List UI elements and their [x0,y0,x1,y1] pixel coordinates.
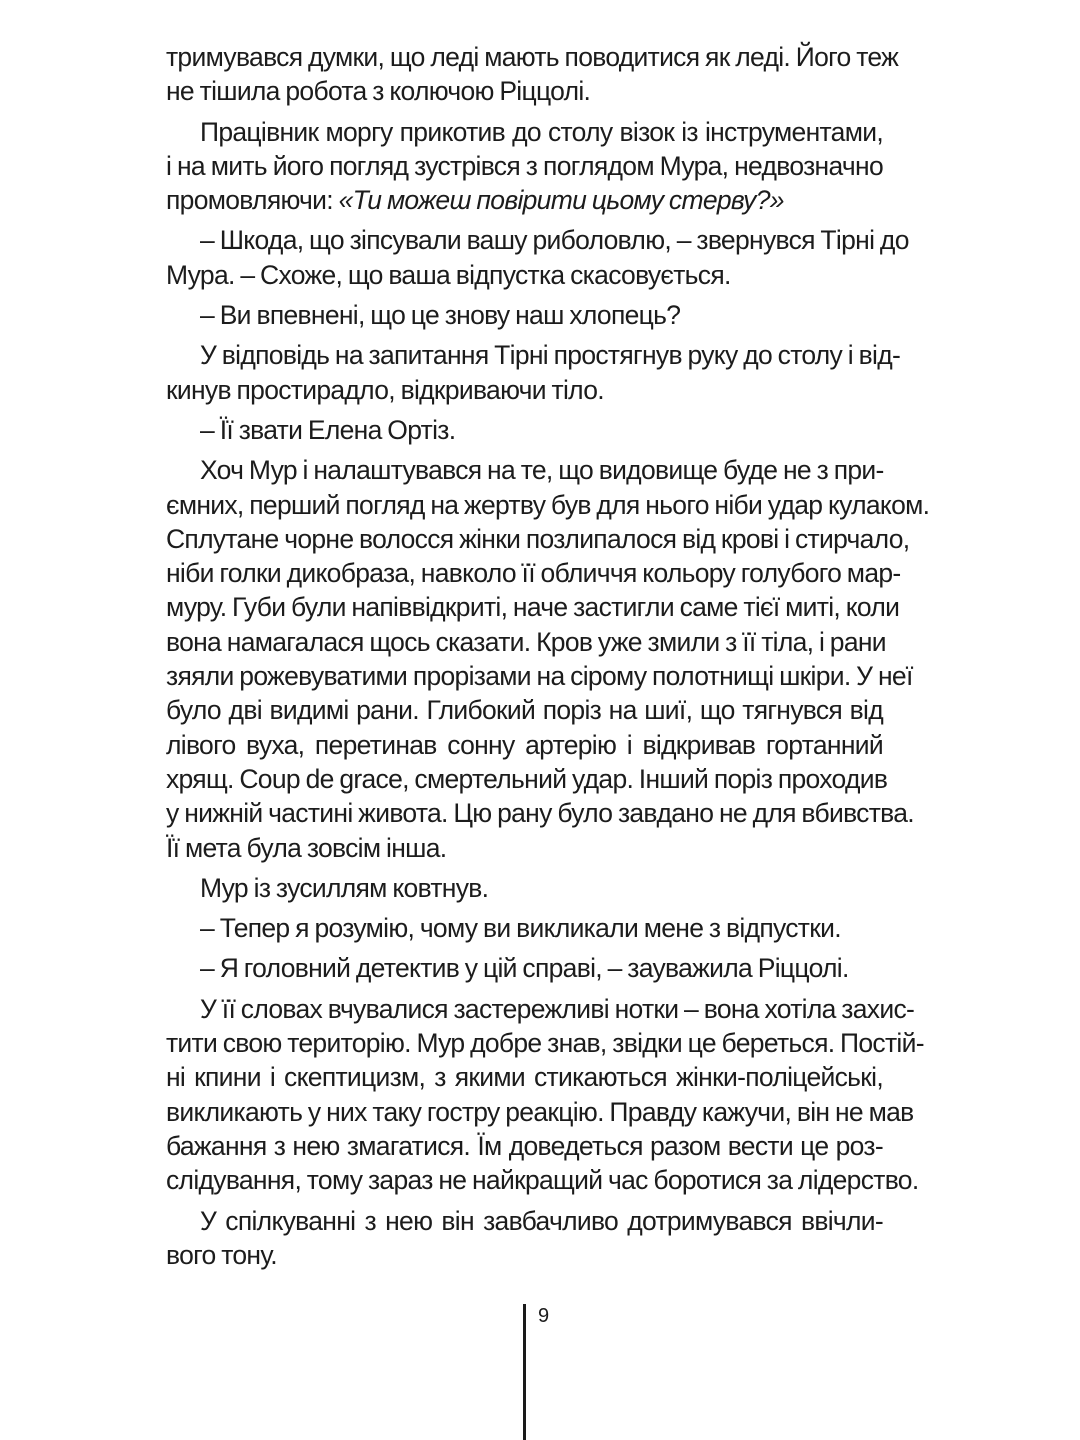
text-line: Працівник моргу прикотив до столу візок із інструментами, [200,116,883,147]
text-line: не тішила робота з колючою Ріццолі. [166,76,591,107]
text-line: у нижній частині живота. Цю рану було завдано не для вбивства. [166,798,914,829]
text-line: тити свою територію. Мур добре знав, звідки це береться. Постій- [166,1028,924,1059]
text-line: – Її звати Елена Ортіз. [200,414,456,445]
text-line: вого тону. [166,1239,277,1270]
text-line: Мур із зусиллям ковтнув. [200,872,489,903]
text-line: – Ви впевнені, що це знову наш хлопець? [200,300,681,331]
text-line: ніби голки дикобраза, навколо її обличчя кольору голубого мар- [166,558,901,589]
text-line: Хоч Мур і налаштувався на те, що видовище буде не з при- [200,455,884,486]
page-number: 9 [538,1305,550,1327]
text-line: – Я головний детектив у цій справі, – зауважила Ріццолі. [200,953,849,984]
text-line: ємних, перший погляд на жертву був для нього ніби удар кулаком. [166,489,930,520]
text-line: У відповідь на запитання Тірні простягнув руку до столу і від- [200,340,901,371]
text-line: – Тепер я розумію, чому ви викликали мене з відпустки. [200,913,841,944]
text-line: бажання з нею змагатися. Їм доведеться разом вести це роз- [166,1130,883,1161]
text-line: і на мить його погляд зустрівся з поглядом Мура, недвозначно [166,150,883,181]
text-line: ні кпини і скептицизм, з якими стикаються жінки-поліцейські, [166,1062,883,1093]
text-line: хрящ. Coup de grace, смертельний удар. Інший поріз проходив [166,763,888,794]
folio-rule [523,1304,526,1440]
text-line: кинув простирадло, відкриваючи тіло. [166,374,604,405]
text-line: було дві видимі рани. Глибокий поріз на шиї, що тягнувся від [166,695,883,726]
text-line: лівого вуха, перетинав сонну артерію і відкривав гортанний [166,729,883,760]
text-line: вона намагалася щось сказати. Кров уже змили з її тіла, і рани [166,626,886,657]
text-line: У її словах вчувалися застережливі нотки – вона хотіла захис- [200,993,915,1024]
text-line: Її мета була зовсім інша. [166,832,447,863]
text-line: тримувався думки, що леді мають поводитися як леді. Його теж [166,42,899,72]
body-text [166,40,930,1272]
text-line: – Шкода, що зіпсували вашу риболовлю, – звернувся Тірні до [200,225,909,256]
italic-quote: «Ти можеш повірити цьому стерву?» [338,185,784,216]
text-line: муру. Губи були напіввідкриті, наче застигли саме тієї миті, коли [166,592,900,623]
text-line: У спілкуванні з нею він завбачливо дотримувався ввічли- [200,1205,883,1236]
text-fragment: промовляючи: [166,185,333,216]
text-line: Мура. – Схоже, що ваша відпустка скасовується. [166,259,731,290]
text-line: слідування, тому зараз не найкращий час боротися за лідерство. [166,1165,919,1196]
text-line: зяяли рожевуватими прорізами на сірому полотнищі шкіри. У неї [166,661,913,692]
text-line: викликають у них таку гостру реакцію. Правду кажучи, він не мав [166,1096,914,1127]
text-line: Сплутане чорне волосся жінки позлипалося від крові і стирчало, [166,523,910,554]
text-line [166,183,883,217]
